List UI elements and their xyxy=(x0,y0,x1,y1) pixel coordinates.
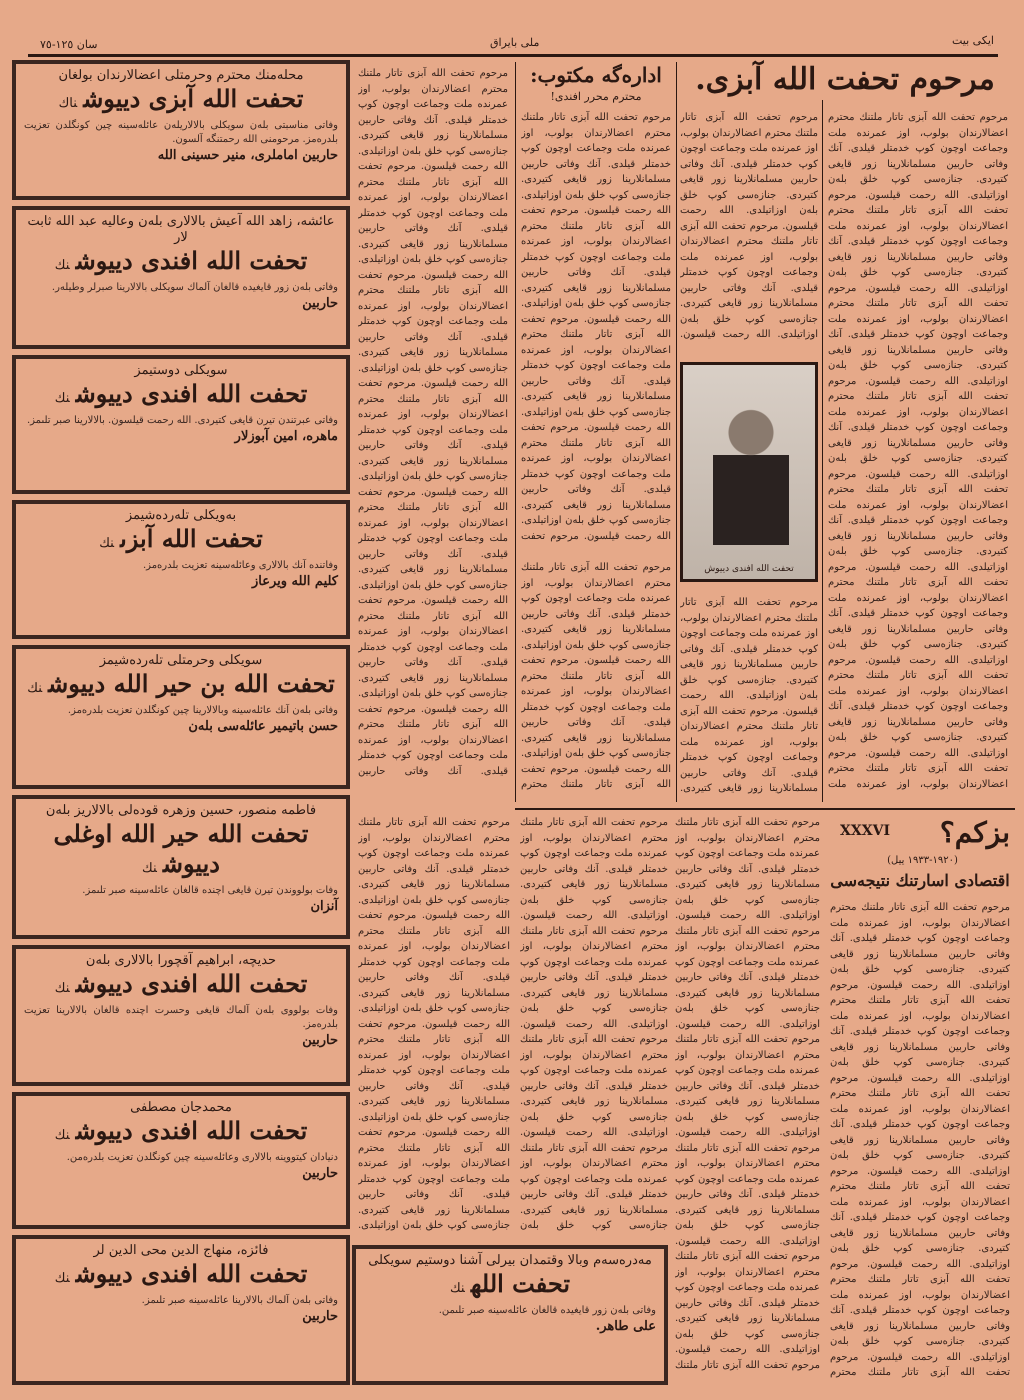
name-suffix: نك xyxy=(54,1271,70,1286)
memorial-ad xyxy=(12,60,350,200)
deceased-name: تحفت الله آبزى xyxy=(120,524,263,553)
deceased-name: تحفت الله بن حير الله دييوش xyxy=(48,669,335,698)
column-text: مرحوم تحفت الله آبزى تاتار ملتنك محترم اعضالارندان بولوب، اوز عمرندە ملت وجماعت اوچون كوپ خدمتلر قيلدى. آنك وفاتى حاربين مسلمانلارينا زور قايغى كتيردى. جنازەسى كوپ خلق بلەن اوزاتيلدى. الله رحمت قيلسون. مرحوم تحفت الله آبزى تاتار ملتنك محترم اعضالارندان بولوب، اوز عمرندە ملت وجماعت اوچون كوپ خدمتلر قيلدى. آنك وفاتى حاربين مسلمانلارينا زور قايغى كتيردى. جنازەسى كوپ خلق بلەن اوزاتيلدى. الله رحمت قيلسون. مرحوم تحفت الله آبزى تاتار ملتنك محترم اعضالارندان بولوب، اوز عمرندە ملت وجماعت اوچون كوپ خدمتلر قيلدى. آنك وفاتى حاربين مسلمانلارينا زور قايغى كتيردى. جنازەسى كوپ خلق بلەن اوزاتيلدى. الله رحمت قيلسون. مرحوم تحفت الله آبزى تاتار ملتنك محترم اعضالارندان بولوب، اوز عمرندە ملت وجماعت اوچون كوپ خدمتلر قيلدى. آنك وفاتى حاربين مسلمانلارينا زور قايغى كتيردى. جنازەسى كوپ خلق بلەن اوزاتيلدى. الله رحمت قيلسون. مرحوم تحفت الله آبزى تاتار ملتنك محترم اعضالارندان بولوب، اوز عمرندە ملت وجماعت اوچون كوپ خدمتلر قيلدى. آنك وفاتى حاربين مسلمانلارينا زور قايغى كتيردى. جنازەسى كوپ خلق بلەن اوزاتيلدى. الله رحمت قيلسون. مرحوم تحفت الله آبزى تاتار ملتنك xyxy=(675,817,820,1371)
ad-body: وفاتى بلەن آنك عائلەسينە وبالالارينا چين كونگلدن تعزيت بلدرەمز. xyxy=(67,705,338,716)
name-suffix: نك xyxy=(54,391,70,406)
letter-title: ادارەگە مكتوب: xyxy=(530,63,662,87)
memorial-ad xyxy=(12,206,350,349)
ad-signature: آنزان xyxy=(310,899,338,914)
ad-name xyxy=(24,524,338,559)
ad-name xyxy=(24,379,338,414)
obituary-title: مرحوم تحفت الله آبزى. xyxy=(695,62,995,97)
memorial-ad xyxy=(12,645,350,789)
ad-name xyxy=(24,1116,338,1151)
column-divider xyxy=(515,62,516,802)
column-text: مرحوم تحفت الله آبزى تاتار ملتنك محترم اعضالارندان بولوب، اوز عمرندە ملت وجماعت اوچون كوپ خدمتلر قيلدى. آنك وفاتى حاربين مسلمانلارينا زور قايغى كتيردى. جنازەسى كوپ خلق بلەن اوزاتيلدى. الله رحمت قيلسون. مرحوم تحفت الله آبزى تاتار ملتنك محترم اعضالارندان بولوب، اوز عمرندە ملت وجماعت اوچون كوپ خدمتلر قيلدى. آنك وفاتى حاربين مسلمانلارينا زور قايغى كتيردى. xyxy=(680,597,818,794)
deceased-name: تحفت الله افندى دييوش xyxy=(75,1116,308,1145)
column-text: مرحوم تحفت الله آبزى تاتار ملتنك محترم اعضالارندان بولوب، اوز عمرندە ملت وجماعت اوچون كوپ خدمتلر قيلدى. آنك وفاتى حاربين مسلمانلارينا زور قايغى كتيردى. جنازەسى كوپ خلق بلەن اوزاتيلدى. الله رحمت قيلسون. مرحوم تحفت الله آبزى تاتار ملتنك محترم اعضالارندان بولوب، اوز عمرندە ملت وجماعت اوچون كوپ خدمتلر قيلدى. آنك وفاتى حاربين مسلمانلارينا زور قايغى كتيردى. جنازەسى كوپ خلق بلەن اوزاتيلدى. الله رحمت قيلسون. مرحوم تحفت الله آبزى تاتار ملتنك محترم اعضالارندان بولوب، اوز عمرندە ملت وجماعت اوچون كوپ خدمتلر قيلدى. آنك وفاتى حاربين مسلمانلارينا زور قايغى كتيردى. جنازەسى كوپ خلق بلەن اوزاتيلدى. الله رحمت قيلسون. مرحوم تحفت الله آبزى تاتار ملتنك محترم اعضالارندان بولوب، اوز عمرندە ملت وجماعت اوچون كوپ خدمتلر قيلدى. آنك وفاتى حاربين مسلمانلارينا زور قايغى كتيردى. جنازەسى كوپ خلق بلەن اوزاتيلدى. الله رحمت قيلسون. مرحوم تحفت الله آبزى تاتار ملتنك محترم اعضالارندان بولوب، اوز عمرندە ملت وجماعت اوچون كوپ خدمتلر قيلدى. آنك وفاتى حاربين مسلمانلارينا زور قايغى كتيردى. جنازەسى كوپ خلق بلەن اوزاتيلدى. الله رحمت قيلسون. مرحوم تحفت الله آبزى تاتار ملتنك محترم اعضالارندان بولوب، اوز عمرندە ملت وجماعت اوچون كوپ خدمتلر قيلدى. آنك وفاتى حاربين مسلمانلارينا زور قايغى كتيردى. جنازەسى كوپ خلق بلەن اوزاتيلدى. الله رحمت قيلسون. مرحوم تحفت الله آبزى تاتار ملتنك محترم اعضالارندان بولوب، اوز عمرندە ملت وجماعت اوچون كوپ خدمتلر قيلدى. آنك وفاتى حاربين xyxy=(358,68,508,777)
column-divider xyxy=(676,62,677,802)
photo-caption: تحفت الله افندى دييوش xyxy=(704,564,794,574)
ad-body: وفاتى بلەن زور قايغيدە قالغان عائلەسينە صبر تلىمن. xyxy=(438,1305,656,1316)
ad-body: وفاتى عبرتندن تيرن قايغى كتيردى. الله رحمت قيلسون. بالالارينا صبر تلىمز. xyxy=(26,415,338,426)
page-number: ايكى بيت xyxy=(951,34,994,47)
deceased-name: تحفت الله xyxy=(470,1269,571,1298)
ad-signature: كليم الله ويرعاز xyxy=(251,574,338,589)
ad-body: وفاتى مناسبتى بلەن سويكلى بالالاريلەن عائلەسينە چين كونگلدن تعزيت بلدرەمز. مرحومنى الله رحمتنگە آلسون. xyxy=(24,120,338,145)
deceased-name: تحفت الله افندى دييوش xyxy=(75,246,308,275)
header-rule xyxy=(28,54,998,57)
memorial-ad xyxy=(12,795,350,939)
ad-body: وفاتندە آنك بالالارى وعائلەسينە تعزيت بلدرەمز. xyxy=(143,560,338,571)
ad-name xyxy=(24,669,338,704)
ad-heading: عائشه، زاهد الله آعيش بالالارى بلەن وعاليه عبد الله ثابت لار xyxy=(27,214,335,245)
column-text: مرحوم تحفت الله آبزى تاتار ملتنك محترم اعضالارندان بولوب، اوز عمرندە ملت وجماعت اوچون كوپ خدمتلر قيلدى. آنك وفاتى حاربين مسلمانلارينا زور قايغى كتيردى. جنازەسى كوپ خلق بلەن اوزاتيلدى. الله رحمت قيلسون. مرحوم تحفت الله آبزى تاتار ملتنك محترم اعضالارندان بولوب، اوز عمرندە ملت وجماعت اوچون كوپ خدمتلر قيلدى. آنك وفاتى حاربين مسلمانلارينا زور قايغى كتيردى. جنازەسى كوپ خلق بلەن اوزاتيلدى. الله رحمت قيلسون. xyxy=(680,112,818,340)
portrait-photo xyxy=(680,362,818,582)
ad-heading: حديچه، ابراهيم آقچورا بالالارى بلەن xyxy=(85,953,277,968)
letter-subtitle: محترم محرر افندى! xyxy=(550,90,642,103)
column-text: مرحوم تحفت الله آبزى تاتار ملتنك محترم اعضالارندان بولوب، اوز عمرندە ملت وجماعت اوچون كوپ خدمتلر قيلدى. آنك وفاتى حاربين مسلمانلارينا زور قايغى كتيردى. جنازەسى كوپ خلق بلەن اوزاتيلدى. الله رحمت قيلسون. مرحوم تحفت الله آبزى تاتار ملتنك محترم اعضالارندان بولوب، اوز عمرندە ملت وجماعت اوچون كوپ خدمتلر قيلدى. آنك وفاتى حاربين مسلمانلارينا زور قايغى كتيردى. جنازەسى كوپ خلق بلەن اوزاتيلدى. الله رحمت قيلسون. مرحوم تحفت الله آبزى تاتار ملتنك محترم xyxy=(521,562,671,790)
series-subtitle: اقتصادى اسارتنك نتيجەسى xyxy=(830,871,1010,890)
name-suffix: نك xyxy=(99,536,115,551)
newspaper-name: ملى بايراق xyxy=(490,36,540,49)
ad-signature: حاربين xyxy=(302,1033,338,1048)
ad-body: دنيادان كيتووينە بالالارى وعائلەسينە چين كونگلدن تعزيت بلدرەمن. xyxy=(66,1152,338,1163)
deceased-name: تحفت الله حير الله اوغلى دييوش xyxy=(53,819,309,878)
deceased-name: تحفت الله افندى دييوش xyxy=(75,379,308,408)
memorial-ad xyxy=(12,355,350,494)
ad-heading: فائزه، منهاج الدين محى الدين لر xyxy=(93,1243,269,1258)
series-title: بزكم؟ xyxy=(939,816,1010,849)
ad-body: وفاتى بلەن زور قايغيدە قالغان آلماك سويكلى بالالارينا صبرلر وطيلەر. xyxy=(51,282,338,293)
memorial-box-ad xyxy=(352,1245,668,1385)
deceased-name: تحفت الله آبزى دييوش xyxy=(83,84,304,113)
ad-signature: حاربين اماملرى، منير حسينى الله xyxy=(157,148,338,163)
ad-heading: سويكلى دوستيمز xyxy=(134,363,228,378)
ad-signature: حاربين xyxy=(302,296,338,311)
ad-heading: سويكلى وحرمتلى تلەردەشيمز xyxy=(99,653,263,668)
memorial-ad xyxy=(12,500,350,639)
ad-signature: حسن باتيمير عائلەسى بلەن xyxy=(188,719,338,734)
section-rule xyxy=(515,808,1015,810)
ad-name xyxy=(24,1259,338,1294)
ad-name xyxy=(24,819,338,884)
ad-body: وفاتى بلەن آلماك بالالارينا عائلەسينە صبر تلىمز. xyxy=(141,1295,338,1306)
memorial-ad xyxy=(12,945,350,1086)
series-years: (١٩٢٠-١٩٣٣ ييل) xyxy=(887,855,958,866)
memorial-ad xyxy=(12,1235,350,1385)
column-text: مرحوم تحفت الله آبزى تاتار ملتنك محترم اعضالارندان بولوب، اوز عمرندە ملت وجماعت اوچون كوپ خدمتلر قيلدى. آنك وفاتى حاربين مسلمانلارينا زور قايغى كتيردى. جنازەسى كوپ خلق بلەن اوزاتيلدى. الله رحمت قيلسون. مرحوم تحفت الله آبزى تاتار ملتنك محترم اعضالارندان بولوب، اوز عمرندە ملت وجماعت اوچون كوپ خدمتلر قيلدى. آنك وفاتى حاربين مسلمانلارينا زور قايغى كتيردى. جنازەسى كوپ خلق بلەن اوزاتيلدى. الله رحمت قيلسون. مرحوم تحفت الله آبزى تاتار ملتنك محترم اعضالارندان بولوب، اوز عمرندە ملت وجماعت اوچون كوپ خدمتلر قيلدى. آنك وفاتى حاربين مسلمانلارينا زور قايغى كتيردى. جنازەسى كوپ خلق بلەن اوزاتيلدى. الله رحمت قيلسون. مرحوم تحفت الله آبزى تاتار ملتنك محترم اعضالارندان بولوب، اوز عمرندە ملت وجماعت اوچون كوپ خدمتلر قيلدى. آنك وفاتى حاربين مسلمانلارينا زور قايغى كتيردى. جنازەسى كوپ خلق بلەن اوزاتيلدى. الله رحمت قيلسون. مرحوم تحفت الله آبزى تاتار ملتنك محترم اعضالارندان بولوب، اوز عمرندە ملت وجماعت اوچون كوپ خدمتلر قيلدى. آنك وفاتى حاربين مسلمانلارينا زور قايغى كتيردى. جنازەسى كوپ خلق بلەن اوزاتيلدى. الله رحمت قيلسون. مرحوم تحفت الله آبزى تاتار ملتنك محترم xyxy=(830,902,1010,1378)
ad-signature: ماهره، امين آبوزلار xyxy=(234,429,338,444)
series-number: XXXVI xyxy=(840,823,890,839)
name-suffix: نك xyxy=(54,1128,70,1143)
ad-heading: فاطمه منصور، حسين وزهره قودەلى بالالاريز بلەن xyxy=(45,803,317,818)
ad-name xyxy=(364,1269,656,1304)
ad-name xyxy=(24,969,338,1004)
ad-signature: حاربين xyxy=(302,1166,338,1181)
column-text: مرحوم تحفت الله آبزى تاتار ملتنك محترم اعضالارندان بولوب، اوز عمرندە ملت وجماعت اوچون كوپ خدمتلر قيلدى. آنك وفاتى حاربين مسلمانلارينا زور قايغى كتيردى. جنازەسى كوپ خلق بلەن اوزاتيلدى. الله رحمت قيلسون. مرحوم تحفت الله آبزى تاتار ملتنك محترم اعضالارندان بولوب، اوز عمرندە ملت وجماعت اوچون كوپ خدمتلر قيلدى. آنك وفاتى حاربين مسلمانلارينا زور قايغى كتيردى. جنازەسى كوپ خلق بلەن اوزاتيلدى. الله رحمت قيلسون. مرحوم تحفت الله آبزى تاتار ملتنك محترم اعضالارندان بولوب، اوز عمرندە ملت وجماعت اوچون كوپ خدمتلر قيلدى. آنك وفاتى حاربين مسلمانلارينا زور قايغى كتيردى. جنازەسى كوپ خلق بلەن اوزاتيلدى. الله رحمت قيلسون. مرحوم تحفت الله آبزى تاتار ملتنك محترم اعضالارندان بولوب، اوز عمرندە ملت وجماعت اوچون كوپ خدمتلر قيلدى. آنك وفاتى حاربين مسلمانلارينا زور قايغى كتيردى. جنازەسى كوپ خلق بلەن اوزاتيلدى. الله رحمت قيلسون. مرحوم تحفت xyxy=(521,112,671,542)
name-suffix: نك xyxy=(27,681,43,696)
column-divider xyxy=(822,100,823,802)
ad-body: وفات بولووندن تيرن قايغى اچندە قالغان عائلەسينە صبر تلىمز. xyxy=(82,885,338,896)
ad-signature: حاربين xyxy=(302,1309,338,1324)
deceased-name: تحفت الله افندى دييوش xyxy=(75,969,308,998)
portrait-figure xyxy=(713,395,789,545)
name-suffix: نك xyxy=(54,258,70,273)
ad-heading: محمدجان مصطفى xyxy=(130,1100,232,1115)
name-suffix: نك xyxy=(54,981,70,996)
ad-heading: محلەمنك محترم وحرمتلى اعضالارندان بولغان xyxy=(58,68,304,83)
column-text: مرحوم تحفت الله آبزى تاتار ملتنك محترم اعضالارندان بولوب، اوز عمرندە ملت وجماعت اوچون كوپ خدمتلر قيلدى. آنك وفاتى حاربين مسلمانلارينا زور قايغى كتيردى. جنازەسى كوپ خلق بلەن اوزاتيلدى. الله رحمت قيلسون. مرحوم تحفت الله آبزى تاتار ملتنك محترم اعضالارندان بولوب، اوز عمرندە ملت وجماعت اوچون كوپ خدمتلر قيلدى. آنك وفاتى حاربين مسلمانلارينا زور قايغى كتيردى. جنازەسى كوپ خلق بلەن اوزاتيلدى. الله رحمت قيلسون. مرحوم تحفت الله آبزى تاتار ملتنك محترم اعضالارندان بولوب، اوز عمرندە ملت وجماعت اوچون كوپ خدمتلر قيلدى. آنك وفاتى حاربين مسلمانلارينا زور قايغى كتيردى. جنازەسى كوپ خلق بلەن اوزاتيلدى. الله رحمت قيلسون. مرحوم تحفت الله آبزى تاتار ملتنك محترم اعضالارندان بولوب، اوز عمرندە ملت وجماعت اوچون كوپ خدمتلر قيلدى. آنك وفاتى حاربين مسلمانلارينا زور قايغى كتيردى. جنازەسى كوپ خلق بلەن اوزاتيلدى. الله رحمت قيلسون. مرحوم تحفت الله آبزى تاتار ملتنك محترم اعضالارندان بولوب، اوز عمرندە ملت وجماعت اوچون كوپ خدمتلر قيلدى. آنك وفاتى حاربين مسلمانلارينا زور قايغى كتيردى. جنازەسى كوپ خلق بلەن اوزاتيلدى. الله رحمت قيلسون. مرحوم تحفت الله آبزى تاتار ملتنك محترم اعضالارندان بولوب، اوز عمرندە ملت وجماعت اوچون كوپ خدمتلر قيلدى. آنك وفاتى حاربين مسلمانلارينا زور قايغى كتيردى. جنازەسى كوپ خلق بلەن اوزاتيلدى. الله رحمت قيلسون. مرحوم تحفت الله آبزى تاتار ملتنك محترم اعضالارندان بولوب، اوز عمرندە ملت وجماعت اوچون كوپ خدمتلر قيلدى. آنك وفاتى حاربين مسلمانلارينا زور قايغى كتيردى. جنازەسى كوپ خلق بلەن اوزاتيلدى. الله رحمت قيلسون. مرحوم تحفت الله آبزى تاتار ملتنك محترم اعضالارندان بولوب، اوز عمرندە ملت xyxy=(828,112,1008,790)
column-text: مرحوم تحفت الله آبزى تاتار ملتنك محترم اعضالارندان بولوب، اوز عمرندە ملت وجماعت اوچون كوپ خدمتلر قيلدى. آنك وفاتى حاربين مسلمانلارينا زور قايغى كتيردى. جنازەسى كوپ خلق بلەن اوزاتيلدى. الله رحمت قيلسون. مرحوم تحفت الله آبزى تاتار ملتنك محترم اعضالارندان بولوب، اوز عمرندە ملت وجماعت اوچون كوپ خدمتلر قيلدى. آنك وفاتى حاربين مسلمانلارينا زور قايغى كتيردى. جنازەسى كوپ خلق بلەن اوزاتيلدى. الله رحمت قيلسون. مرحوم تحفت الله آبزى تاتار ملتنك محترم اعضالارندان بولوب، اوز عمرندە ملت وجماعت اوچون كوپ خدمتلر قيلدى. آنك وفاتى حاربين مسلمانلارينا زور قايغى كتيردى. جنازەسى كوپ خلق بلەن اوزاتيلدى. الله رحمت قيلسون. مرحوم تحفت الله آبزى تاتار ملتنك محترم اعضالارندان بولوب، اوز عمرندە ملت وجماعت اوچون كوپ خدمتلر قيلدى. آنك وفاتى حاربين مسلمانلارينا زور قايغى كتيردى. جنازەسى كوپ خلق بلەن xyxy=(520,817,668,1231)
column-text: مرحوم تحفت الله آبزى تاتار ملتنك محترم اعضالارندان بولوب، اوز عمرندە ملت وجماعت اوچون كوپ خدمتلر قيلدى. آنك وفاتى حاربين مسلمانلارينا زور قايغى كتيردى. جنازەسى كوپ خلق بلەن اوزاتيلدى. الله رحمت قيلسون. مرحوم تحفت الله آبزى تاتار ملتنك محترم اعضالارندان بولوب، اوز عمرندە ملت وجماعت اوچون كوپ خدمتلر قيلدى. آنك وفاتى حاربين مسلمانلارينا زور قايغى كتيردى. جنازەسى كوپ خلق بلەن اوزاتيلدى. الله رحمت قيلسون. مرحوم تحفت الله آبزى تاتار ملتنك محترم اعضالارندان بولوب، اوز عمرندە ملت وجماعت اوچون كوپ خدمتلر قيلدى. آنك وفاتى حاربين مسلمانلارينا زور قايغى كتيردى. جنازەسى كوپ خلق بلەن اوزاتيلدى. الله رحمت قيلسون. مرحوم تحفت الله آبزى تاتار ملتنك محترم اعضالارندان بولوب، اوز عمرندە ملت وجماعت اوچون كوپ خدمتلر قيلدى. آنك وفاتى حاربين مسلمانلارينا زور قايغى كتيردى. جنازەسى كوپ خلق بلەن اوزاتيلدى. xyxy=(358,817,510,1231)
memorial-ad xyxy=(12,1092,350,1229)
deceased-name: تحفت الله افندى دييوش xyxy=(75,1259,308,1288)
name-suffix: نك xyxy=(449,1281,465,1296)
name-suffix: ناك xyxy=(58,96,78,111)
ad-heading: بەويكلى تلەردەشيمز xyxy=(125,508,237,523)
ad-body: وفات بولووى بلەن آلماك قايغى وحسرت اچندە قالغان بالالارينا تعزيت بلدرەمز. xyxy=(24,1005,338,1030)
ad-name xyxy=(24,84,338,119)
name-suffix: نك xyxy=(141,861,157,876)
ad-signature: على طاهر. xyxy=(595,1319,656,1334)
ad-heading: مەدرەسەم وبالا وقتمدان بيرلى آشنا دوستيم سويكلى xyxy=(368,1253,652,1268)
issue-number: سان ١٢٥-٧٥ xyxy=(40,38,98,51)
ad-name xyxy=(24,246,338,281)
